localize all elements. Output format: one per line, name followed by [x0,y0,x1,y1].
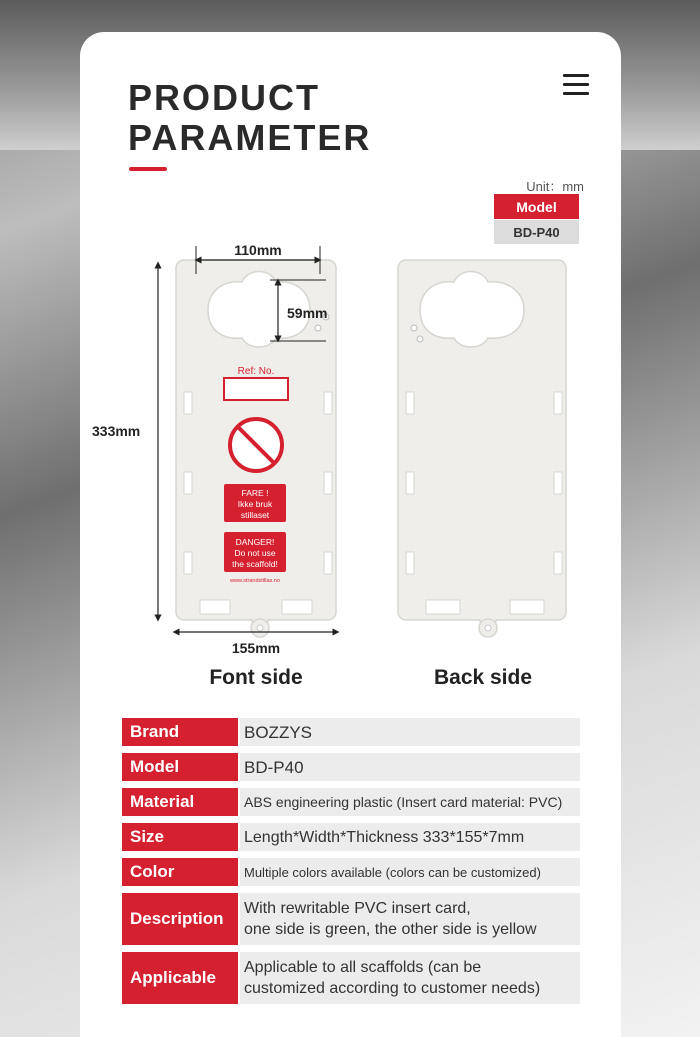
fare-line-3: stillaset [240,510,270,520]
spec-key: Brand [122,718,238,746]
spec-row [122,753,580,781]
spec-row [122,718,580,746]
spec-row [122,823,580,851]
title-line-2: PARAMETER [128,117,372,158]
spec-key: Color [122,858,238,886]
back-tag [398,260,566,637]
spec-value: ABS engineering plastic (Insert card material: PVC) [240,788,580,816]
danger-line-3: the scaffold! [232,559,278,569]
spec-key: Material [122,788,238,816]
bottom-width-label: 155mm [231,640,281,656]
spec-row [122,952,580,1004]
spec-key: Applicable [122,952,238,1004]
spec-value: With rewritable PVC insert card, one side is green, the other side is yellow [240,893,580,945]
model-badge-label: Model [494,194,579,219]
spec-key: Size [122,823,238,851]
spec-row [122,893,580,945]
fare-line-2: Ikke bruk [237,499,273,509]
spec-key: Model [122,753,238,781]
product-card [80,32,621,1037]
width-label: 110mm [234,242,282,258]
unit-label: Unit：mm [526,179,584,194]
spec-key: Description [122,893,238,945]
spec-value: BD-P40 [240,753,580,781]
spec-value: Length*Width*Thickness 333*155*7mm [240,823,580,851]
website-label: www.strandstillas.no [230,578,280,584]
spec-value: BOZZYS [240,718,580,746]
danger-line-1: DANGER! [235,537,275,547]
spec-table [122,718,580,1011]
height-dimension [92,265,158,618]
prohibition-icon [230,419,282,471]
spec-value: Multiple colors available (colors can be customized) [240,858,580,886]
danger-line-2: Do not use [234,548,276,558]
spec-row [122,858,580,886]
product-diagram [80,32,621,672]
front-side-label: Font side [209,666,303,689]
ref-label: Ref: No. [237,366,275,377]
height-label: 333mm [92,423,141,439]
hole-height-label: 59mm [287,305,328,321]
fare-line-1: FARE ! [241,488,269,498]
spec-value: Applicable to all scaffolds (can be customized according to customer needs) [240,952,580,1004]
back-side-label: Back side [433,666,533,689]
model-badge-value: BD-P40 [494,220,579,244]
spec-row [122,788,580,816]
title-line-1: PRODUCT [128,77,320,118]
